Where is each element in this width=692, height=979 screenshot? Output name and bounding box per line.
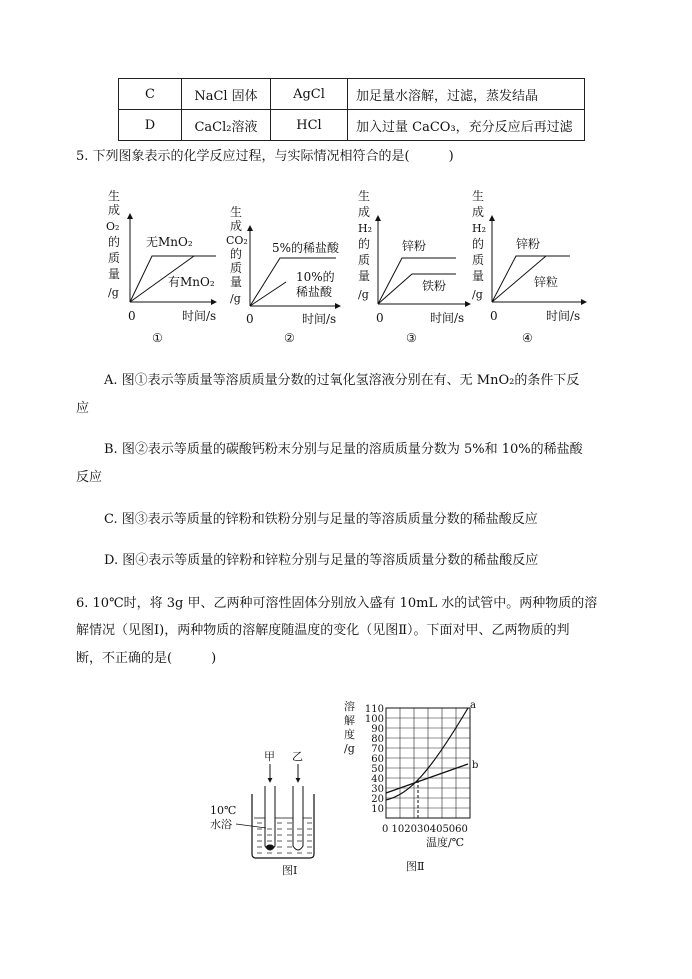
q5-option-d: D. 图④表示等质量的锌粉和锌粒分别与足量的等溶质质量分数的稀盐酸反应: [104, 553, 539, 568]
g1-curve-label: 无MnO₂: [146, 235, 193, 249]
g3-ylabel: H₂: [358, 222, 373, 235]
g1-ylabel: 量: [108, 267, 121, 281]
g2-curve-label: 10%的: [296, 270, 335, 284]
table-cell: C: [119, 79, 182, 110]
g2-ylabel: 质: [230, 261, 243, 275]
g4-ylabel: 成: [472, 205, 485, 219]
g1-origin: 0: [128, 309, 136, 323]
table-cell: NaCl 固体: [182, 79, 271, 110]
g4-xlabel: 时间/s: [546, 309, 581, 323]
fig2-ylabel: 溶: [344, 700, 355, 713]
g4-ylabel: 生: [472, 189, 485, 203]
fig2-ytick: 70: [371, 744, 384, 755]
g4-curve-label: 锌粉: [516, 237, 541, 251]
g2-ylabel: 成: [230, 219, 243, 233]
g1-ylabel: 的: [108, 235, 121, 249]
g2-ylabel: 的: [230, 247, 243, 261]
curve-b-label: b: [472, 760, 479, 771]
g3-ylabel: 生: [358, 189, 371, 203]
g2-ylabel: /g: [230, 292, 241, 305]
g2-origin: 0: [246, 312, 254, 326]
q5-stem: 5. 下列图象表示的化学反应过程，与实际情况相符合的是( ): [76, 149, 454, 164]
g2-xlabel: 时间/s: [302, 312, 337, 326]
table-cell: 加足量水溶解，过滤，蒸发结晶: [348, 79, 585, 110]
g3-ylabel: 成: [358, 205, 371, 219]
q5-option-c: C. 图③表示等质量的锌粉和铁粉分别与足量的等溶质质量分数的稀盐酸反应: [104, 512, 538, 527]
g2-ylabel: CO₂: [226, 234, 248, 247]
fig2-ytick: 40: [371, 774, 384, 785]
bath-label: 水浴: [210, 818, 232, 831]
label-jia: 甲: [264, 750, 275, 763]
g4-curve-label: 锌粒: [534, 275, 559, 289]
curve-a-label: a: [470, 700, 476, 711]
g3-origin: 0: [376, 311, 384, 325]
graph-3: [358, 188, 470, 345]
fig2-ytick: 60: [371, 754, 384, 765]
figure-1-caption: 图Ⅰ: [282, 864, 298, 877]
g1-number: ①: [152, 331, 163, 345]
g2-ylabel: 量: [230, 275, 243, 289]
table-cell: D: [119, 110, 182, 141]
q5-option-b: B. 图②表示等质量的碳酸钙粉末分别与足量的溶质质量分数为 5%和 10%的稀盐酸: [104, 442, 583, 457]
g3-curve-label: 锌粉: [402, 239, 427, 253]
fig2-ylabel: /g: [344, 742, 355, 755]
g4-ylabel: /g: [472, 288, 483, 301]
fig2-ytick: 80: [371, 734, 384, 745]
g4-ylabel: 量: [472, 269, 485, 283]
q5-option-a: A. 图①表示等质量等溶质质量分数的过氧化氢溶液分别在有、无 MnO₂的条件下反: [104, 373, 580, 388]
reagent-table: [118, 78, 585, 141]
g2-number: ②: [284, 331, 295, 345]
table-cell: CaCl₂溶液: [182, 110, 271, 141]
table-cell: AgCl: [271, 79, 348, 110]
q6-stem-line1: 6. 10℃时，将 3g 甲、乙两种可溶性固体分别放入盛有 10mL 水的试管中。两种物质的溶: [76, 596, 598, 611]
g3-ylabel: 质: [358, 253, 371, 267]
g3-xlabel: 时间/s: [430, 311, 465, 325]
g3-ylabel: /g: [358, 288, 369, 301]
g1-ylabel: /g: [108, 286, 119, 299]
g1-curve-label: 有MnO₂: [168, 275, 215, 289]
bath-temp-label: 10℃: [210, 804, 237, 817]
g4-ylabel: 质: [472, 253, 485, 267]
table-row: [119, 79, 585, 110]
fig2-ytick: 30: [371, 784, 384, 795]
table-row: [119, 110, 585, 141]
fig2-xticks: 0 102030405060: [382, 824, 468, 835]
g3-number: ③: [406, 331, 417, 345]
figure-2-solubility: [340, 698, 500, 880]
g3-ylabel: 量: [358, 269, 371, 283]
g2-curve-label: 稀盐酸: [296, 285, 333, 299]
fig2-xlabel: 温度/℃: [426, 836, 465, 849]
fig2-ytick: 50: [371, 764, 384, 775]
fig2-ytick: 110: [364, 704, 384, 715]
g3-curve-label: 铁粉: [422, 279, 447, 293]
fig2-ylabel: 解: [344, 714, 355, 727]
graph-1: [106, 188, 216, 345]
g3-ylabel: 的: [358, 237, 371, 251]
fig2-ytick: 20: [371, 794, 384, 805]
g2-curve-label: 5%的稀盐酸: [272, 241, 340, 255]
figure-1-beaker: [206, 748, 346, 878]
g1-ylabel: 生: [108, 189, 121, 203]
g4-ylabel: 的: [472, 237, 485, 251]
q5-graphs: [100, 186, 600, 348]
g1-ylabel: 成: [108, 203, 121, 217]
figure-2-caption: 图Ⅱ: [406, 860, 425, 873]
table-cell: HCl: [271, 110, 348, 141]
q5-option-a-cont: 应: [76, 401, 90, 416]
g1-ylabel: O₂: [106, 220, 120, 233]
fig2-ytick: 90: [371, 724, 384, 735]
q5-option-b-cont: 反应: [76, 470, 103, 485]
fig2-ylabel: 度: [344, 728, 355, 741]
g2-ylabel: 生: [230, 205, 243, 219]
graph-2: [226, 204, 340, 345]
g1-ylabel: 质: [108, 251, 121, 265]
g4-origin: 0: [490, 309, 498, 323]
table-cell: 加入过量 CaCO₃，充分反应后再过滤: [348, 110, 585, 141]
g4-ylabel: H₂: [472, 222, 487, 235]
label-yi: 乙: [292, 750, 303, 763]
fig2-ytick: 100: [364, 714, 384, 725]
q6-stem-line2: 解情况（见图Ⅰ)，两种物质的溶解度随温度的变化（见图Ⅱ）。下面对甲、乙两物质的判: [76, 623, 570, 638]
g1-xlabel: 时间/s: [182, 309, 217, 323]
graph-4: [472, 188, 586, 345]
g4-number: ④: [522, 331, 533, 345]
q6-stem-line3: 断，不正确的是( ): [76, 651, 217, 666]
fig2-ytick: 10: [371, 804, 384, 815]
